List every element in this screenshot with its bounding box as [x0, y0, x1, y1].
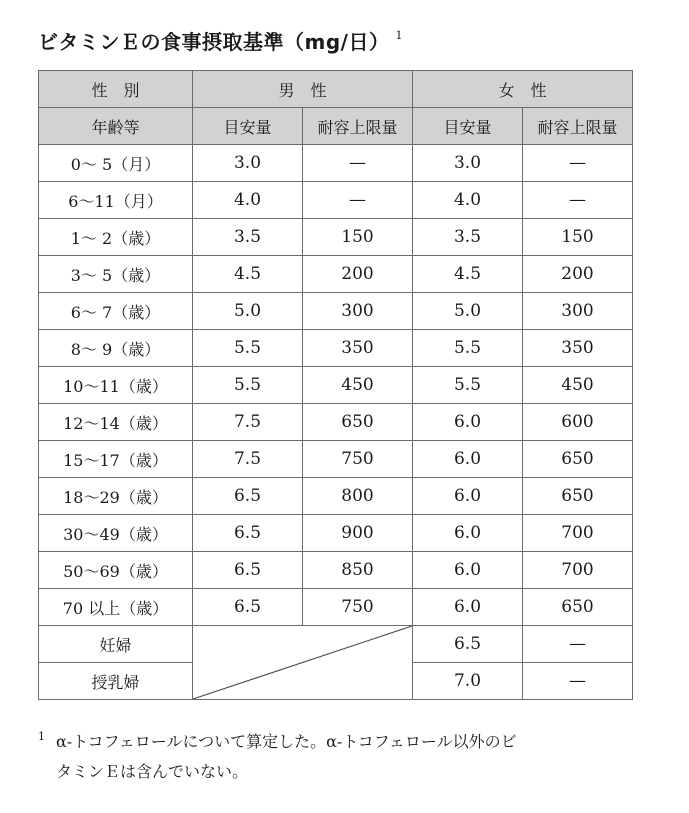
male-ul-cell: 350	[303, 330, 413, 367]
male-ul-cell: 200	[303, 256, 413, 293]
female-ul-cell: 700	[523, 552, 633, 589]
female-ul-cell: 300	[523, 293, 633, 330]
male-ai-cell: 6.5	[193, 589, 303, 626]
male-ul-cell: 850	[303, 552, 413, 589]
female-ai-cell: 5.5	[413, 330, 523, 367]
female-ai-cell: 6.0	[413, 441, 523, 478]
female-ul-cell: —	[523, 145, 633, 182]
age-cell: 3～ 5（歳）	[39, 256, 193, 293]
header-row-sex	[39, 71, 633, 108]
table-row	[39, 589, 633, 626]
table-row	[39, 552, 633, 589]
female-ai-cell: 4.5	[413, 256, 523, 293]
female-ai-cell: 5.0	[413, 293, 523, 330]
age-cell: 15～17（歳）	[39, 441, 193, 478]
age-cell: 18～29（歳）	[39, 478, 193, 515]
female-ai-cell: 6.5	[413, 626, 523, 663]
female-ul-cell: 150	[523, 219, 633, 256]
age-cell: 50～69（歳）	[39, 552, 193, 589]
table-row	[39, 145, 633, 182]
male-ai-cell: 4.5	[193, 256, 303, 293]
male-ai-cell: 5.5	[193, 330, 303, 367]
female-ul-cell: 650	[523, 589, 633, 626]
female-ul-cell: —	[523, 663, 633, 700]
header-sex: 性 別	[39, 71, 193, 108]
male-ai-cell: 5.5	[193, 367, 303, 404]
female-ul-cell: 450	[523, 367, 633, 404]
table-row-pregnant	[39, 626, 633, 663]
age-cell: 6～11（月）	[39, 182, 193, 219]
header-female-ul: 耐容上限量	[523, 108, 633, 145]
table-row	[39, 441, 633, 478]
male-ai-cell: 6.5	[193, 552, 303, 589]
female-ai-cell: 6.0	[413, 589, 523, 626]
age-cell: 1～ 2（歳）	[39, 219, 193, 256]
male-ul-cell: 300	[303, 293, 413, 330]
page-title	[38, 26, 403, 55]
female-ai-cell: 7.0	[413, 663, 523, 700]
table-row	[39, 478, 633, 515]
footnote-mark: 1	[38, 730, 45, 743]
male-ai-cell: 6.5	[193, 515, 303, 552]
footnote-line-1: α-トコフェロールについて算定した。α-トコフェロール以外のビ	[56, 732, 517, 751]
vitamin-e-table-container	[38, 70, 632, 700]
female-ai-cell: 3.5	[413, 219, 523, 256]
male-ai-cell: 4.0	[193, 182, 303, 219]
male-ul-cell: —	[303, 145, 413, 182]
footnote-line-2: タミンＥは含んでいない。	[56, 762, 249, 781]
male-ul-cell: 150	[303, 219, 413, 256]
header-male-ul: 耐容上限量	[303, 108, 413, 145]
female-ai-cell: 6.0	[413, 404, 523, 441]
male-ul-cell: 750	[303, 589, 413, 626]
female-ul-cell: 350	[523, 330, 633, 367]
male-not-applicable-cell	[193, 626, 413, 700]
male-ai-cell: 3.5	[193, 219, 303, 256]
table-row	[39, 256, 633, 293]
female-ul-cell: —	[523, 182, 633, 219]
male-ai-cell: 6.5	[193, 478, 303, 515]
header-female-ai: 目安量	[413, 108, 523, 145]
title-footnote-mark: 1	[395, 29, 403, 42]
table-row	[39, 330, 633, 367]
table-row	[39, 219, 633, 256]
table-row	[39, 515, 633, 552]
age-cell: 6～ 7（歳）	[39, 293, 193, 330]
male-ul-cell: 900	[303, 515, 413, 552]
male-ul-cell: 450	[303, 367, 413, 404]
vitamin-e-table	[38, 70, 633, 700]
table-row	[39, 404, 633, 441]
female-ul-cell: 700	[523, 515, 633, 552]
female-ai-cell: 5.5	[413, 367, 523, 404]
header-age: 年齢等	[39, 108, 193, 145]
female-ai-cell: 4.0	[413, 182, 523, 219]
age-cell-lactating: 授乳婦	[39, 663, 193, 700]
female-ai-cell: 6.0	[413, 552, 523, 589]
male-ul-cell: 750	[303, 441, 413, 478]
header-row-measures	[39, 108, 633, 145]
table-row	[39, 293, 633, 330]
female-ul-cell: —	[523, 626, 633, 663]
female-ai-cell: 6.0	[413, 515, 523, 552]
age-cell: 0～ 5（月）	[39, 145, 193, 182]
age-cell-pregnant: 妊婦	[39, 626, 193, 663]
male-ai-cell: 7.5	[193, 404, 303, 441]
age-cell: 10～11（歳）	[39, 367, 193, 404]
male-ai-cell: 7.5	[193, 441, 303, 478]
male-ul-cell: 650	[303, 404, 413, 441]
header-female: 女 性	[413, 71, 633, 108]
male-ul-cell: 800	[303, 478, 413, 515]
header-male-ai: 目安量	[193, 108, 303, 145]
female-ul-cell: 650	[523, 441, 633, 478]
title-text: ビタミンＥの食事摂取基準（mg/日）	[38, 30, 390, 54]
age-cell: 30～49（歳）	[39, 515, 193, 552]
male-ul-cell: —	[303, 182, 413, 219]
table-row	[39, 367, 633, 404]
age-cell: 70 以上（歳）	[39, 589, 193, 626]
male-ai-cell: 5.0	[193, 293, 303, 330]
female-ul-cell: 200	[523, 256, 633, 293]
female-ai-cell: 6.0	[413, 478, 523, 515]
age-cell: 12～14（歳）	[39, 404, 193, 441]
male-ai-cell: 3.0	[193, 145, 303, 182]
footnote	[38, 722, 638, 787]
table-row	[39, 182, 633, 219]
diagonal-slash	[193, 626, 412, 699]
female-ul-cell: 650	[523, 478, 633, 515]
age-cell: 8～ 9（歳）	[39, 330, 193, 367]
female-ai-cell: 3.0	[413, 145, 523, 182]
header-male: 男 性	[193, 71, 413, 108]
female-ul-cell: 600	[523, 404, 633, 441]
